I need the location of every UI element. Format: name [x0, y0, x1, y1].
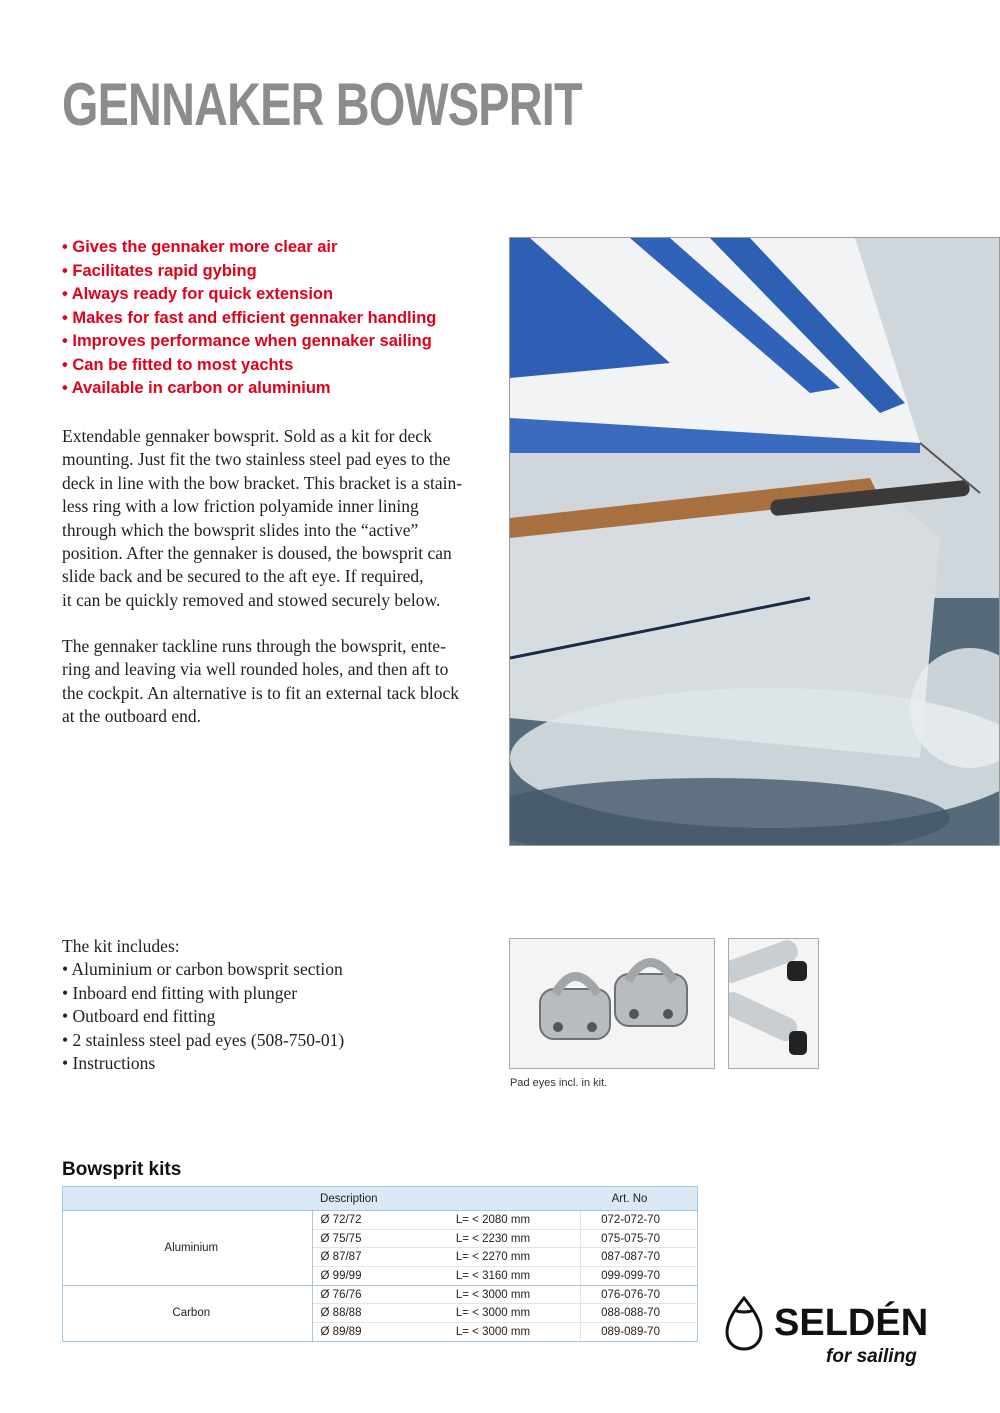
length-cell: L= < 2080 mm: [448, 1211, 581, 1230]
length-cell: L= < 3160 mm: [448, 1267, 581, 1286]
kit-contents: [62, 935, 344, 1075]
bowsprit-kits-table: [62, 1186, 698, 1342]
length-cell: L= < 3000 mm: [448, 1285, 581, 1304]
length-cell: L= < 2230 mm: [448, 1229, 581, 1248]
logo-tagline: for sailing: [826, 1346, 917, 1367]
kit-item: • 2 stainless steel pad eyes (508-750-01): [62, 1029, 345, 1050]
yacht-illustration: [510, 238, 1000, 846]
feature-item: • Available in carbon or aluminium: [62, 379, 331, 397]
art-cell: 088-088-70: [581, 1304, 698, 1323]
material-cell: Carbon: [63, 1285, 313, 1341]
table-header-row: [63, 1187, 698, 1211]
table-header-description: Description: [312, 1187, 448, 1211]
art-cell: 072-072-70: [581, 1211, 698, 1230]
text-line: through which the bowsprit slides into the “active”: [62, 519, 419, 540]
feature-list: [62, 236, 436, 401]
material-cell: Aluminium: [63, 1211, 313, 1286]
table-row: [63, 1211, 698, 1230]
length-cell: L= < 3000 mm: [448, 1323, 581, 1342]
feature-item: • Makes for fast and efficient gennaker handling: [62, 308, 437, 327]
table-row: [63, 1285, 698, 1304]
table-header-blank: [448, 1187, 581, 1211]
selden-logo: [722, 1294, 942, 1374]
kit-item: • Inboard end fitting with plunger: [62, 982, 298, 1003]
yacht-bow-photo: [509, 237, 1000, 846]
bowsprit-ends-illustration: [729, 939, 819, 1069]
kit-item: • Aluminium or carbon bowsprit section: [62, 959, 343, 980]
photo-caption: Pad eyes incl. in kit.: [510, 1077, 608, 1089]
feature-item: • Always ready for quick extension: [62, 285, 334, 303]
length-cell: L= < 3000 mm: [448, 1304, 581, 1323]
text-line: position. After the gennaker is doused, the bowsprit can: [62, 543, 452, 564]
diameter-cell: Ø 72/72: [312, 1211, 448, 1230]
diameter-cell: Ø 75/75: [312, 1229, 448, 1248]
text-line: deck in line with the bow bracket. This bracket is a stain-: [62, 472, 463, 493]
art-cell: 089-089-70: [581, 1323, 698, 1342]
diameter-cell: Ø 88/88: [312, 1304, 448, 1323]
text-line: Extendable gennaker bowsprit. Sold as a kit for deck: [62, 426, 432, 446]
diameter-cell: Ø 87/87: [312, 1248, 448, 1267]
kit-item: • Outboard end fitting: [62, 1006, 216, 1027]
pad-eyes-photo: [509, 938, 715, 1069]
pad-eyes-illustration: [510, 939, 715, 1069]
art-cell: 075-075-70: [581, 1229, 698, 1248]
text-line: the cockpit. An alternative is to fit an external tack block: [62, 682, 460, 703]
diameter-cell: Ø 89/89: [312, 1323, 448, 1342]
table-header-blank: [63, 1187, 313, 1211]
text-line: ring and leaving via well rounded holes, and then aft to: [62, 659, 449, 680]
selden-drop-icon: [724, 1296, 764, 1352]
feature-item: • Can be fitted to most yachts: [62, 355, 294, 374]
kit-heading: The kit includes:: [62, 936, 180, 956]
feature-item: • Improves performance when gennaker sailing: [62, 332, 432, 350]
bowsprit-ends-photo: [728, 938, 819, 1069]
art-cell: 076-076-70: [581, 1285, 698, 1304]
art-cell: 087-087-70: [581, 1248, 698, 1267]
feature-item: • Facilitates rapid gybing: [62, 261, 257, 280]
logo-name: SELDÉN: [774, 1302, 929, 1344]
text-line: less ring with a low friction polyamide inner lining: [62, 496, 419, 517]
table-header-art: Art. No: [581, 1187, 698, 1211]
kit-item: • Instructions: [62, 1053, 156, 1074]
text-line: mounting. Just fit the two stainless steel pad eyes to the: [62, 449, 451, 470]
text-line: slide back and be secured to the aft eye. If required,: [62, 566, 424, 587]
text-line: it can be quickly removed and stowed securely below.: [62, 589, 441, 610]
description-paragraph-1: [62, 425, 492, 612]
text-line: at the outboard end.: [62, 706, 201, 727]
kits-heading: Bowsprit kits: [62, 1159, 182, 1180]
art-cell: 099-099-70: [581, 1267, 698, 1286]
page-title: GENNAKER BOWSPRIT: [62, 71, 582, 138]
kit-list: [62, 958, 344, 1075]
diameter-cell: Ø 76/76: [312, 1285, 448, 1304]
feature-item: • Gives the gennaker more clear air: [62, 238, 338, 256]
text-line: The gennaker tackline runs through the bowsprit, ente-: [62, 636, 446, 656]
description-paragraph-2: [62, 635, 492, 729]
diameter-cell: Ø 99/99: [312, 1267, 448, 1286]
length-cell: L= < 2270 mm: [448, 1248, 581, 1267]
